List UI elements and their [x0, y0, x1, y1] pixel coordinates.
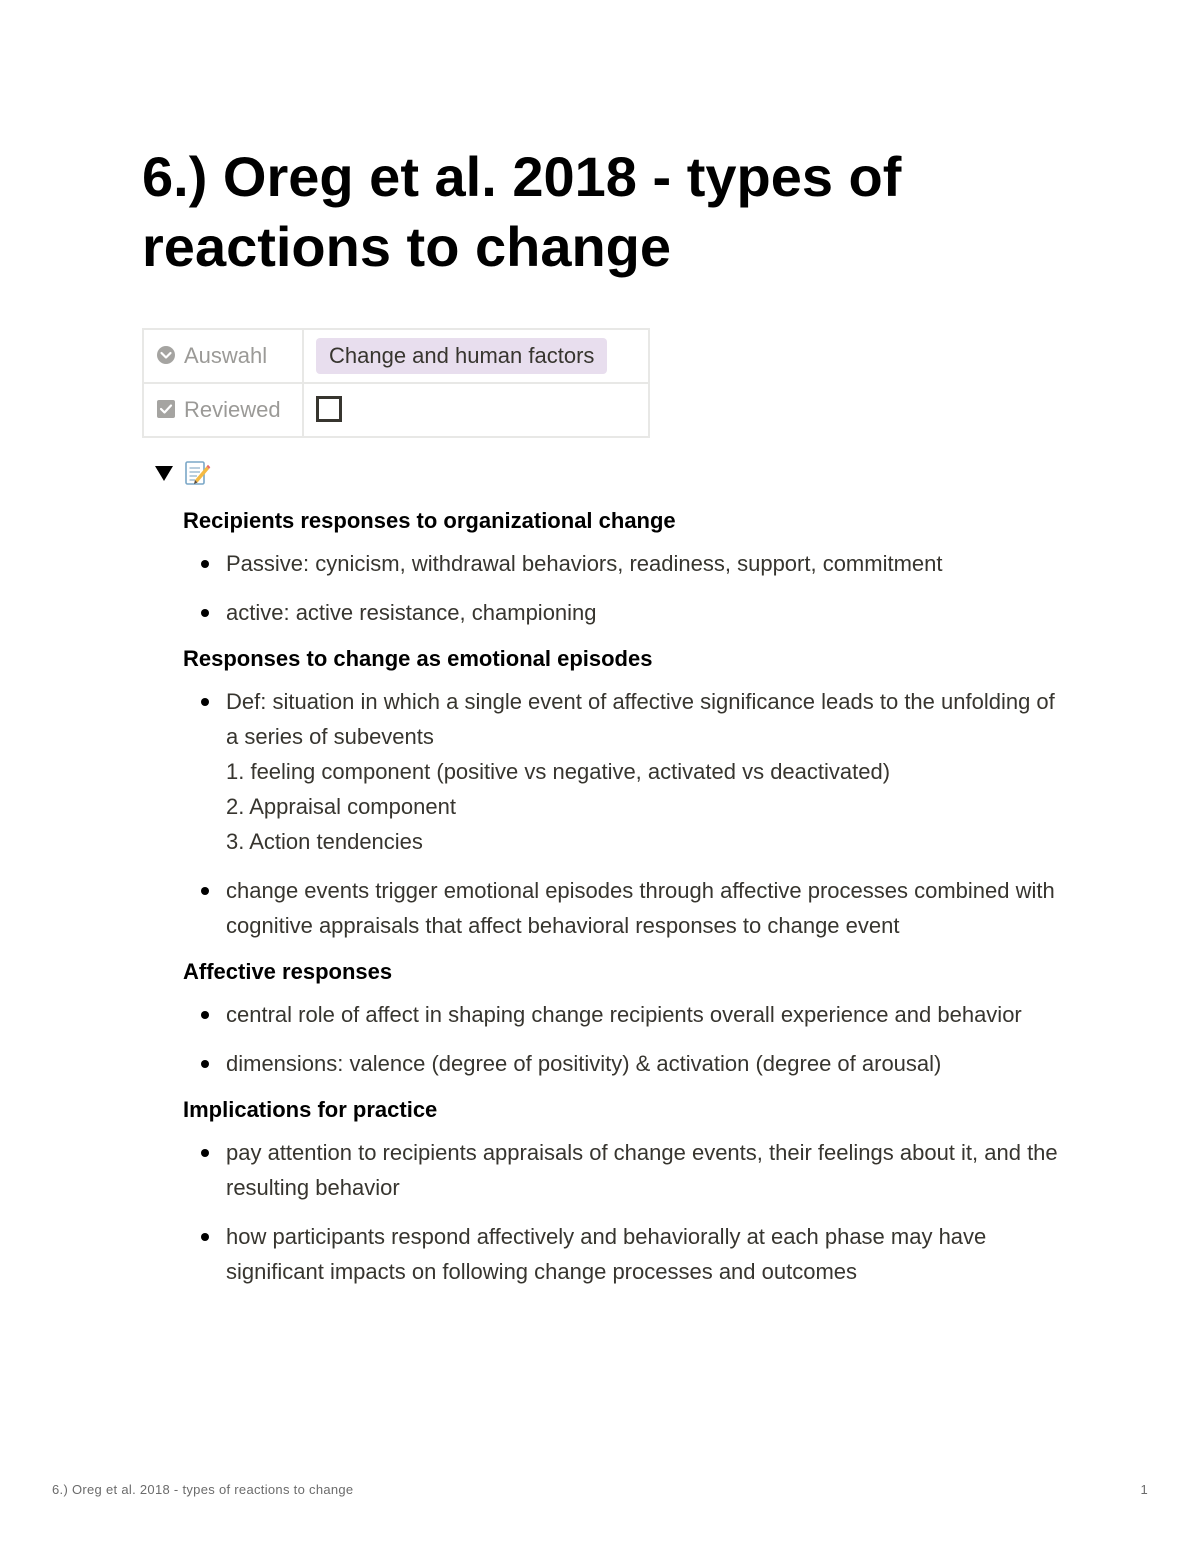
list-item-text: how participants respond affectively and behaviorally at each phase may have significant impacts on following change processes and outcomes	[226, 1224, 987, 1284]
page-number: 1	[1140, 1482, 1148, 1497]
property-row-reviewed	[143, 383, 649, 437]
bullet-list	[183, 1135, 1063, 1289]
toggle-triangle-icon[interactable]	[155, 466, 173, 481]
bullet-list	[183, 546, 1063, 630]
properties-table	[142, 328, 650, 438]
list-item-subline: 1. feeling component (positive vs negative, activated vs deactivated)	[226, 759, 891, 784]
list-item-text: change events trigger emotional episodes through affective processes combined with cognitive appraisals that affect behavioral responses to change event	[226, 878, 1055, 938]
bullet-list	[183, 684, 1063, 943]
page-footer	[52, 1482, 1148, 1497]
list-item-text: central role of affect in shaping change recipients overall experience and behavior	[226, 1002, 1022, 1027]
list-item-text: active: active resistance, championing	[226, 600, 597, 625]
toggle-content	[183, 506, 1063, 1303]
list-item	[226, 997, 1063, 1032]
property-value-auswahl[interactable]	[303, 329, 649, 383]
list-item	[226, 1219, 1063, 1289]
list-item	[226, 595, 1063, 630]
toggle-block	[155, 458, 211, 488]
section-heading: Affective responses	[183, 959, 393, 984]
list-item-subline: 3. Action tendencies	[226, 829, 423, 854]
section-heading: Responses to change as emotional episodes	[183, 646, 653, 671]
select-icon	[156, 345, 176, 365]
list-item-text: pay attention to recipients appraisals of change events, their feelings about it, and the resulting behavior	[226, 1140, 1058, 1200]
section-heading: Recipients responses to organizational change	[183, 508, 676, 533]
section-heading: Implications for practice	[183, 1097, 438, 1122]
list-item-text: Passive: cynicism, withdrawal behaviors, readiness, support, commitment	[226, 551, 943, 576]
list-item	[226, 873, 1063, 943]
page-title: 6.) Oreg et al. 2018 - types of reactions to change	[142, 145, 902, 278]
property-label-reviewed: Reviewed	[184, 397, 281, 422]
list-item-subline: 2. Appraisal component	[226, 794, 456, 819]
list-item	[226, 1046, 1063, 1081]
list-item-text: dimensions: valence (degree of positivity) & activation (degree of arousal)	[226, 1051, 942, 1076]
list-item-text: Def: situation in which a single event of affective significance leads to the unfolding of a series of subevents	[226, 689, 1055, 749]
property-value-reviewed	[303, 383, 649, 437]
reviewed-checkbox[interactable]	[316, 396, 342, 422]
property-name-reviewed	[143, 383, 303, 437]
select-tag[interactable]: Change and human factors	[316, 338, 607, 374]
property-name-auswahl	[143, 329, 303, 383]
list-item	[226, 1135, 1063, 1205]
list-item	[226, 684, 1063, 859]
memo-icon	[183, 459, 211, 487]
footer-title: 6.) Oreg et al. 2018 - types of reactions to change	[52, 1482, 354, 1497]
checkbox-property-icon	[156, 399, 176, 419]
property-label-auswahl: Auswahl	[184, 343, 268, 368]
property-row-auswahl	[143, 329, 649, 383]
list-item	[226, 546, 1063, 581]
bullet-list	[183, 997, 1063, 1081]
